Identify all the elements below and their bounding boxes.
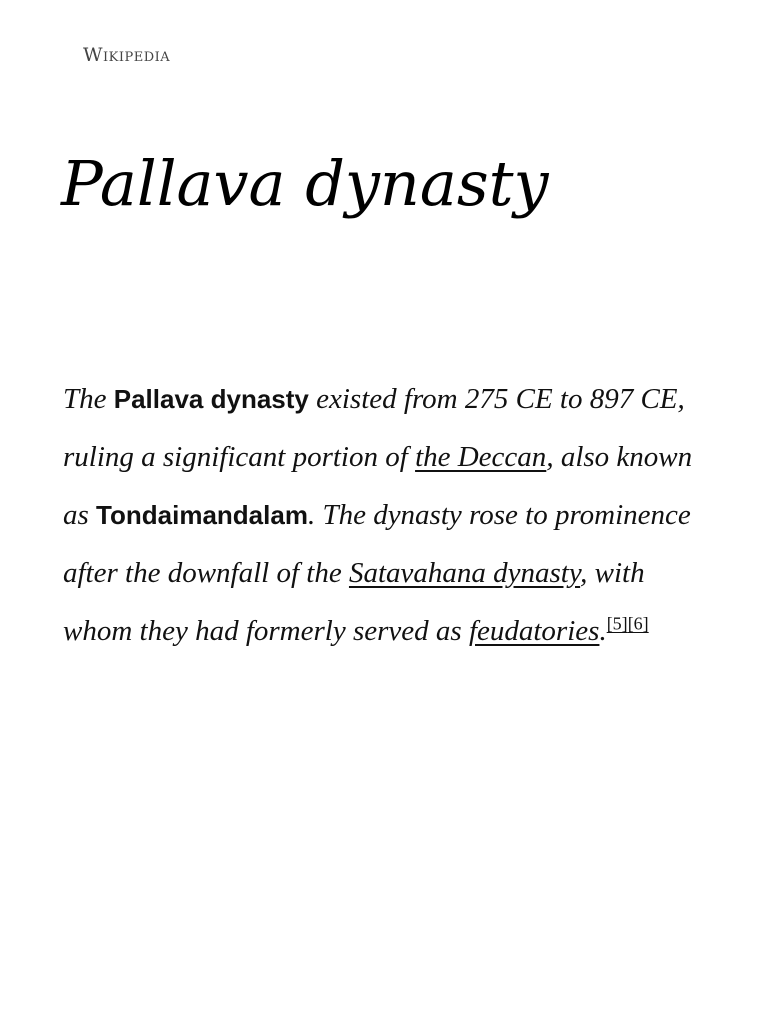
link-satavahana-dynasty[interactable]: Satavahana dynasty bbox=[348, 557, 581, 589]
link-the-deccan[interactable]: the Deccan bbox=[415, 441, 547, 473]
citation-link-6[interactable]: [6] bbox=[627, 613, 649, 634]
bold-term-tondaimandalam: Tondaimandalam bbox=[96, 500, 308, 530]
citation-group bbox=[607, 613, 649, 633]
article-paragraph bbox=[63, 370, 713, 660]
paragraph-text: The bbox=[63, 383, 114, 415]
paragraph-text: , also known as bbox=[63, 441, 693, 531]
page-title: Pallava dynasty bbox=[61, 147, 549, 220]
paragraph-text: . bbox=[599, 615, 607, 647]
paragraph-text: , with whom they had formerly served as bbox=[63, 557, 645, 647]
citation-link-5[interactable]: [5] bbox=[606, 613, 628, 634]
link-feudatories[interactable]: feudatories bbox=[468, 615, 600, 647]
paragraph-text: existed from 275 CE to 897 CE, ruling a significant portion of bbox=[63, 383, 685, 473]
paragraph-text: . The dynasty rose to prominence after the downfall of the bbox=[63, 499, 691, 589]
bold-term-pallava-dynasty: Pallava dynasty bbox=[113, 384, 309, 414]
wikipedia-wordmark[interactable]: Wikipedia bbox=[83, 44, 171, 66]
